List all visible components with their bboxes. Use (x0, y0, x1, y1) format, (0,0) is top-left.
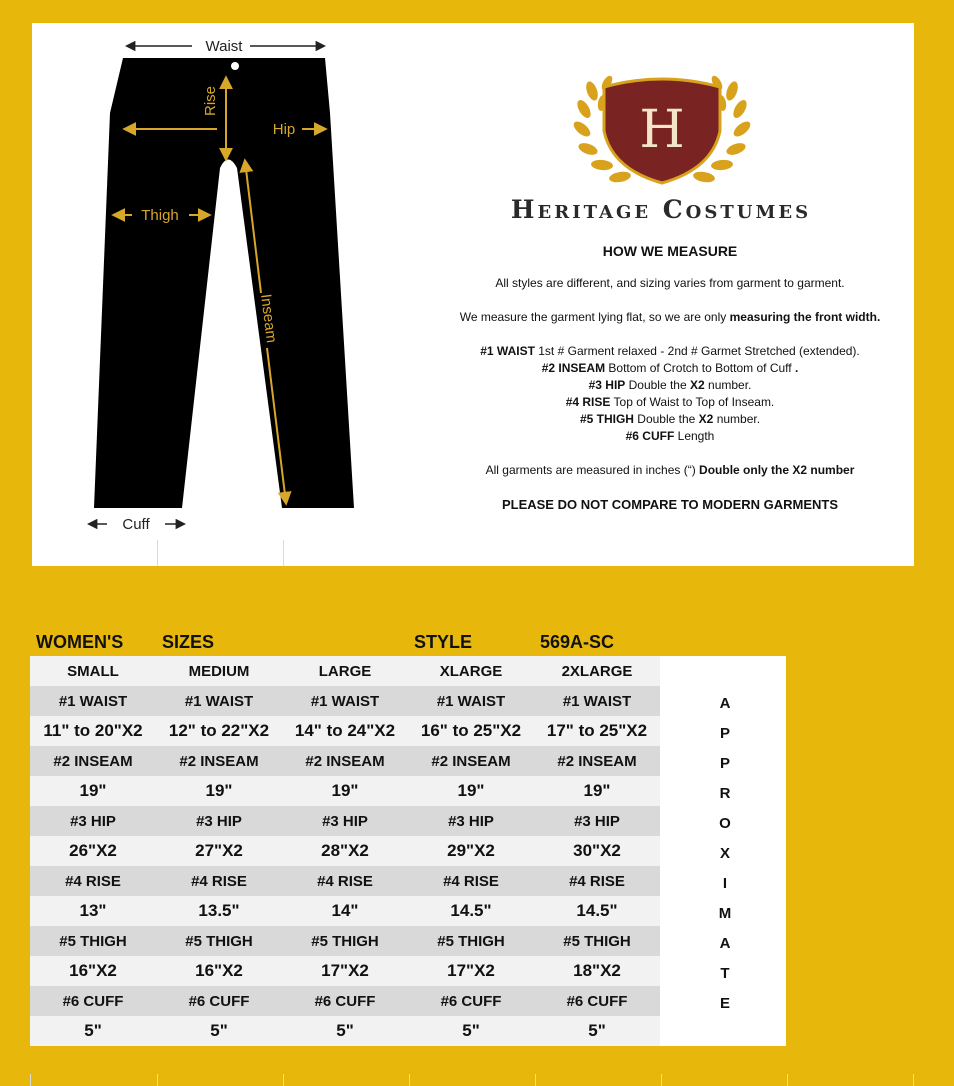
table-cell: MEDIUM (156, 656, 282, 686)
measure-item-num: #6 CUFF (625, 429, 675, 443)
flat-text: We measure the garment lying flat, so we are only (459, 310, 727, 324)
table-cell: 14" (282, 896, 408, 926)
table-cell: #6 CUFF (30, 986, 156, 1016)
heritage-logo (562, 61, 762, 191)
table-cell: 29"X2 (408, 836, 534, 866)
table-cell: 16"X2 (156, 956, 282, 986)
table-cell: #5 THIGH (30, 926, 156, 956)
table-cell: 14" to 24"X2 (282, 716, 408, 746)
table-cell: 5" (30, 1016, 156, 1046)
table-cell: #5 THIGH (156, 926, 282, 956)
brand-name: Heritage Costumes (510, 195, 812, 224)
warning-text: PLEASE DO NOT COMPARE TO MODERN GARMENTS (501, 497, 839, 512)
measure-item-pre: Double the (633, 412, 699, 426)
measure-item-num: #3 HIP (588, 378, 626, 392)
table-cell: 5" (408, 1016, 534, 1046)
table-cell: 12" to 22"X2 (156, 716, 282, 746)
table-cell: 5" (156, 1016, 282, 1046)
table-cell: #6 CUFF (408, 986, 534, 1016)
table-cell: 26"X2 (30, 836, 156, 866)
table-cell: #1 WAIST (408, 686, 534, 716)
table-cell: #2 INSEAM (156, 746, 282, 776)
table-cell: 5" (534, 1016, 660, 1046)
table-row (30, 806, 786, 836)
table-cell: #3 HIP (408, 806, 534, 836)
measure-item-pre: Length (674, 429, 715, 443)
cuff-label: Cuff (122, 516, 150, 533)
pants-silhouette (94, 58, 354, 508)
rise-label: Rise (202, 85, 219, 117)
measure-item-bold: X2 (698, 412, 714, 426)
measure-item (428, 377, 912, 394)
table-cell: 19" (408, 776, 534, 806)
table-cell: XLARGE (408, 656, 534, 686)
table-cell: 14.5" (408, 896, 534, 926)
table-cell: 5" (282, 1016, 408, 1046)
pants-diagram (32, 23, 392, 566)
table-cell: 13.5" (156, 896, 282, 926)
table-cell: #2 INSEAM (534, 746, 660, 776)
approx-letter: I (722, 875, 728, 892)
thigh-label: Thigh (141, 207, 179, 224)
flat-measure-text (428, 309, 912, 326)
table-row (30, 1016, 786, 1046)
units-bold: Double only the X2 number (699, 463, 855, 477)
table-cell: 14.5" (534, 896, 660, 926)
table-row (30, 656, 786, 686)
table-cell: 27"X2 (156, 836, 282, 866)
table-row (30, 716, 786, 746)
waist-button (231, 62, 239, 70)
table-cell: #4 RISE (408, 866, 534, 896)
units-text (428, 462, 912, 479)
measure-item-pre: Double the (625, 378, 690, 392)
approx-letter: A (719, 695, 731, 712)
style-code: 569A-SC (540, 632, 615, 652)
table-row (30, 896, 786, 926)
table-row (30, 746, 786, 776)
table-cell: #6 CUFF (534, 986, 660, 1016)
table-cell: 19" (534, 776, 660, 806)
table-cell: #4 RISE (30, 866, 156, 896)
how-we-measure (428, 235, 912, 513)
flat-bold-text: measuring the front width. (729, 310, 881, 324)
hip-label: Hip (272, 121, 296, 138)
table-cell: 18"X2 (534, 956, 660, 986)
table-row (30, 836, 786, 866)
table-cell: #6 CUFF (156, 986, 282, 1016)
measure-item-post: number. (713, 412, 761, 426)
inseam-label: Inseam (257, 292, 280, 344)
measure-item-num: #5 THIGH (579, 412, 634, 426)
table-cell: 17"X2 (408, 956, 534, 986)
approx-letter: X (719, 845, 730, 862)
table-cell: 16" to 25"X2 (408, 716, 534, 746)
measure-item-bold: X2 (690, 378, 705, 392)
approx-letter: P (719, 725, 730, 742)
measure-item (428, 360, 912, 377)
size-chart-header (0, 632, 954, 656)
measure-item-num: #4 RISE (565, 395, 611, 409)
table-row (30, 776, 786, 806)
table-cell: #6 CUFF (282, 986, 408, 1016)
table-cell: #4 RISE (156, 866, 282, 896)
approx-letter: T (720, 965, 730, 982)
measure-item-num: #1 WAIST (480, 344, 535, 358)
table-cell: LARGE (282, 656, 408, 686)
style-label: STYLE (414, 632, 473, 652)
table-cell: #3 HIP (282, 806, 408, 836)
table-cell: #1 WAIST (156, 686, 282, 716)
sheet-gridlines-bottom (0, 1066, 954, 1086)
table-cell: #4 RISE (534, 866, 660, 896)
approx-column-cell (660, 656, 786, 686)
table-row (30, 686, 786, 716)
approx-letter: A (719, 935, 731, 952)
units-plain: All garments are measured in inches (“) (485, 463, 700, 477)
table-cell: #5 THIGH (408, 926, 534, 956)
measure-item (428, 428, 912, 445)
table-cell: #4 RISE (282, 866, 408, 896)
measure-item-pre: Top of Waist to Top of Inseam. (610, 395, 775, 409)
how-we-measure-title: HOW WE MEASURE (602, 243, 738, 259)
measure-item-num: #2 INSEAM (541, 361, 606, 375)
table-cell: #3 HIP (30, 806, 156, 836)
approx-letter: E (719, 995, 730, 1012)
table-cell: #1 WAIST (282, 686, 408, 716)
measure-item-bold: . (791, 361, 799, 375)
table-cell: #1 WAIST (534, 686, 660, 716)
table-cell: #5 THIGH (282, 926, 408, 956)
table-cell: 13" (30, 896, 156, 926)
logo-initial: H (639, 100, 685, 160)
measure-item (428, 343, 912, 360)
table-cell: SMALL (30, 656, 156, 686)
approx-letter: M (718, 905, 732, 922)
measure-item-pre: Bottom of Crotch to Bottom of Cuff (605, 361, 792, 375)
measure-item (428, 411, 912, 428)
table-cell: #3 HIP (156, 806, 282, 836)
table-cell: 19" (282, 776, 408, 806)
table-cell: #2 INSEAM (30, 746, 156, 776)
measure-item-pre: 1st # Garment relaxed - 2nd # Garmet Stretched (extended). (534, 344, 860, 358)
table-row (30, 866, 786, 896)
table-cell: 17" to 25"X2 (534, 716, 660, 746)
womens-label: WOMEN'S (36, 632, 124, 652)
table-cell: 28"X2 (282, 836, 408, 866)
table-cell: 11" to 20"X2 (30, 716, 156, 746)
table-cell: #2 INSEAM (282, 746, 408, 776)
approx-letter: P (719, 755, 730, 772)
table-cell: #1 WAIST (30, 686, 156, 716)
size-table (30, 656, 786, 1046)
approximate-vertical-label (700, 694, 750, 1024)
table-cell: 16"X2 (30, 956, 156, 986)
approx-letter: O (719, 815, 731, 832)
measurement-guide-card (32, 23, 914, 566)
measure-items (428, 343, 912, 445)
table-cell: 19" (156, 776, 282, 806)
waist-label: Waist (205, 38, 243, 55)
intro-text: All styles are different, and sizing varies from garment to garment. (495, 276, 845, 290)
measure-item-post: number. (704, 378, 752, 392)
table-cell: #5 THIGH (534, 926, 660, 956)
measure-item (428, 394, 912, 411)
table-cell: 17"X2 (282, 956, 408, 986)
table-cell: #2 INSEAM (408, 746, 534, 776)
sizes-label: SIZES (162, 632, 215, 652)
table-cell: 19" (30, 776, 156, 806)
table-cell: #3 HIP (534, 806, 660, 836)
table-row (30, 986, 786, 1016)
approx-letter: R (719, 785, 731, 802)
table-cell: 2XLARGE (534, 656, 660, 686)
table-cell: 30"X2 (534, 836, 660, 866)
table-row (30, 926, 786, 956)
table-row (30, 956, 786, 986)
